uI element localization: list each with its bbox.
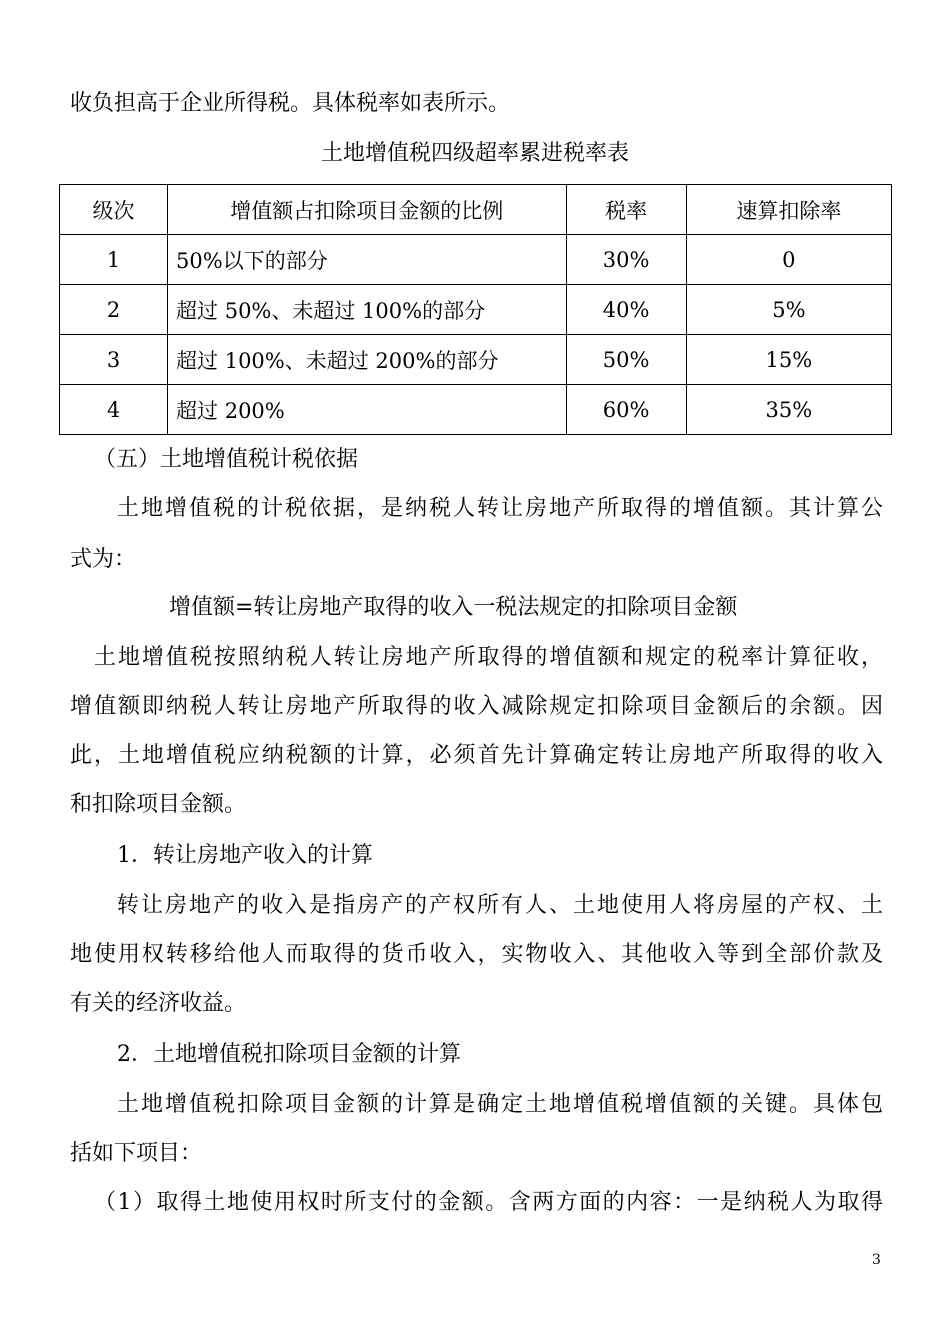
subsection-heading: 1．转让房地产收入的计算 (117, 843, 373, 868)
table-header-row (60, 185, 892, 235)
table-title: 土地增值税四级超率累进税率表 (320, 141, 629, 166)
formula-line: 增值额=转让房地产取得的收入一税法规定的扣除项目金额 (169, 595, 738, 620)
cell-rate: 40% (566, 285, 686, 335)
cell-level: 3 (60, 335, 168, 385)
text-line: 增值额即纳税人转让房地产所取得的收入减除规定扣除项目金额后的余额。因 (70, 694, 883, 719)
tax-rate-table (59, 184, 892, 435)
text-line: （1）取得土地使用权时所支付的金额。含两方面的内容：一是纳税人为取得 (94, 1190, 883, 1215)
cell-level: 4 (60, 385, 168, 435)
table-row (60, 335, 892, 385)
page-number: 3 (872, 1252, 881, 1268)
text-line: 收负担高于企业所得税。具体税率如表所示。 (70, 91, 511, 116)
cell-ratio: 超过 50%、未超过 100%的部分 (168, 285, 567, 335)
header-quick-deduction: 速算扣除率 (686, 185, 891, 235)
header-ratio: 增值额占扣除项目金额的比例 (168, 185, 567, 235)
text-line: 土地增值税扣除项目金额的计算是确定土地增值税增值额的关键。具体包 (117, 1092, 883, 1117)
cell-rate: 50% (566, 335, 686, 385)
cell-level: 2 (60, 285, 168, 335)
table-row (60, 235, 892, 285)
text-line: 括如下项目： (70, 1141, 203, 1166)
cell-quick-deduction: 35% (686, 385, 891, 435)
text-line: 式为： (70, 547, 137, 572)
cell-rate: 60% (566, 385, 686, 435)
cell-ratio: 超过 200% (168, 385, 567, 435)
table-row (60, 385, 892, 435)
text-line: 有关的经济收益。 (70, 991, 247, 1016)
cell-ratio: 超过 100%、未超过 200%的部分 (168, 335, 567, 385)
text-line: 土地增值税按照纳税人转让房地产所取得的增值额和规定的税率计算征收， (94, 645, 883, 670)
header-level: 级次 (60, 185, 168, 235)
text-line: 和扣除项目金额。 (70, 792, 247, 817)
cell-quick-deduction: 15% (686, 335, 891, 385)
section-heading: （五）土地增值税计税依据 (94, 447, 359, 472)
text-line: 地使用权转移给他人而取得的货币收入，实物收入、其他收入等到全部价款及 (70, 942, 883, 967)
text-line: 转让房地产的收入是指房产的产权所有人、土地使用人将房屋的产权、土 (117, 893, 883, 918)
cell-level: 1 (60, 235, 168, 285)
cell-ratio: 50%以下的部分 (168, 235, 567, 285)
header-rate: 税率 (566, 185, 686, 235)
cell-rate: 30% (566, 235, 686, 285)
text-line: 此，土地增值税应纳税额的计算，必须首先计算确定转让房地产所取得的收入 (70, 743, 883, 768)
text-line: 土地增值税的计税依据，是纳税人转让房地产所取得的增值额。其计算公 (117, 496, 883, 521)
cell-quick-deduction: 0 (686, 235, 891, 285)
subsection-heading: 2．土地增值税扣除项目金额的计算 (117, 1042, 461, 1067)
table-row (60, 285, 892, 335)
cell-quick-deduction: 5% (686, 285, 891, 335)
